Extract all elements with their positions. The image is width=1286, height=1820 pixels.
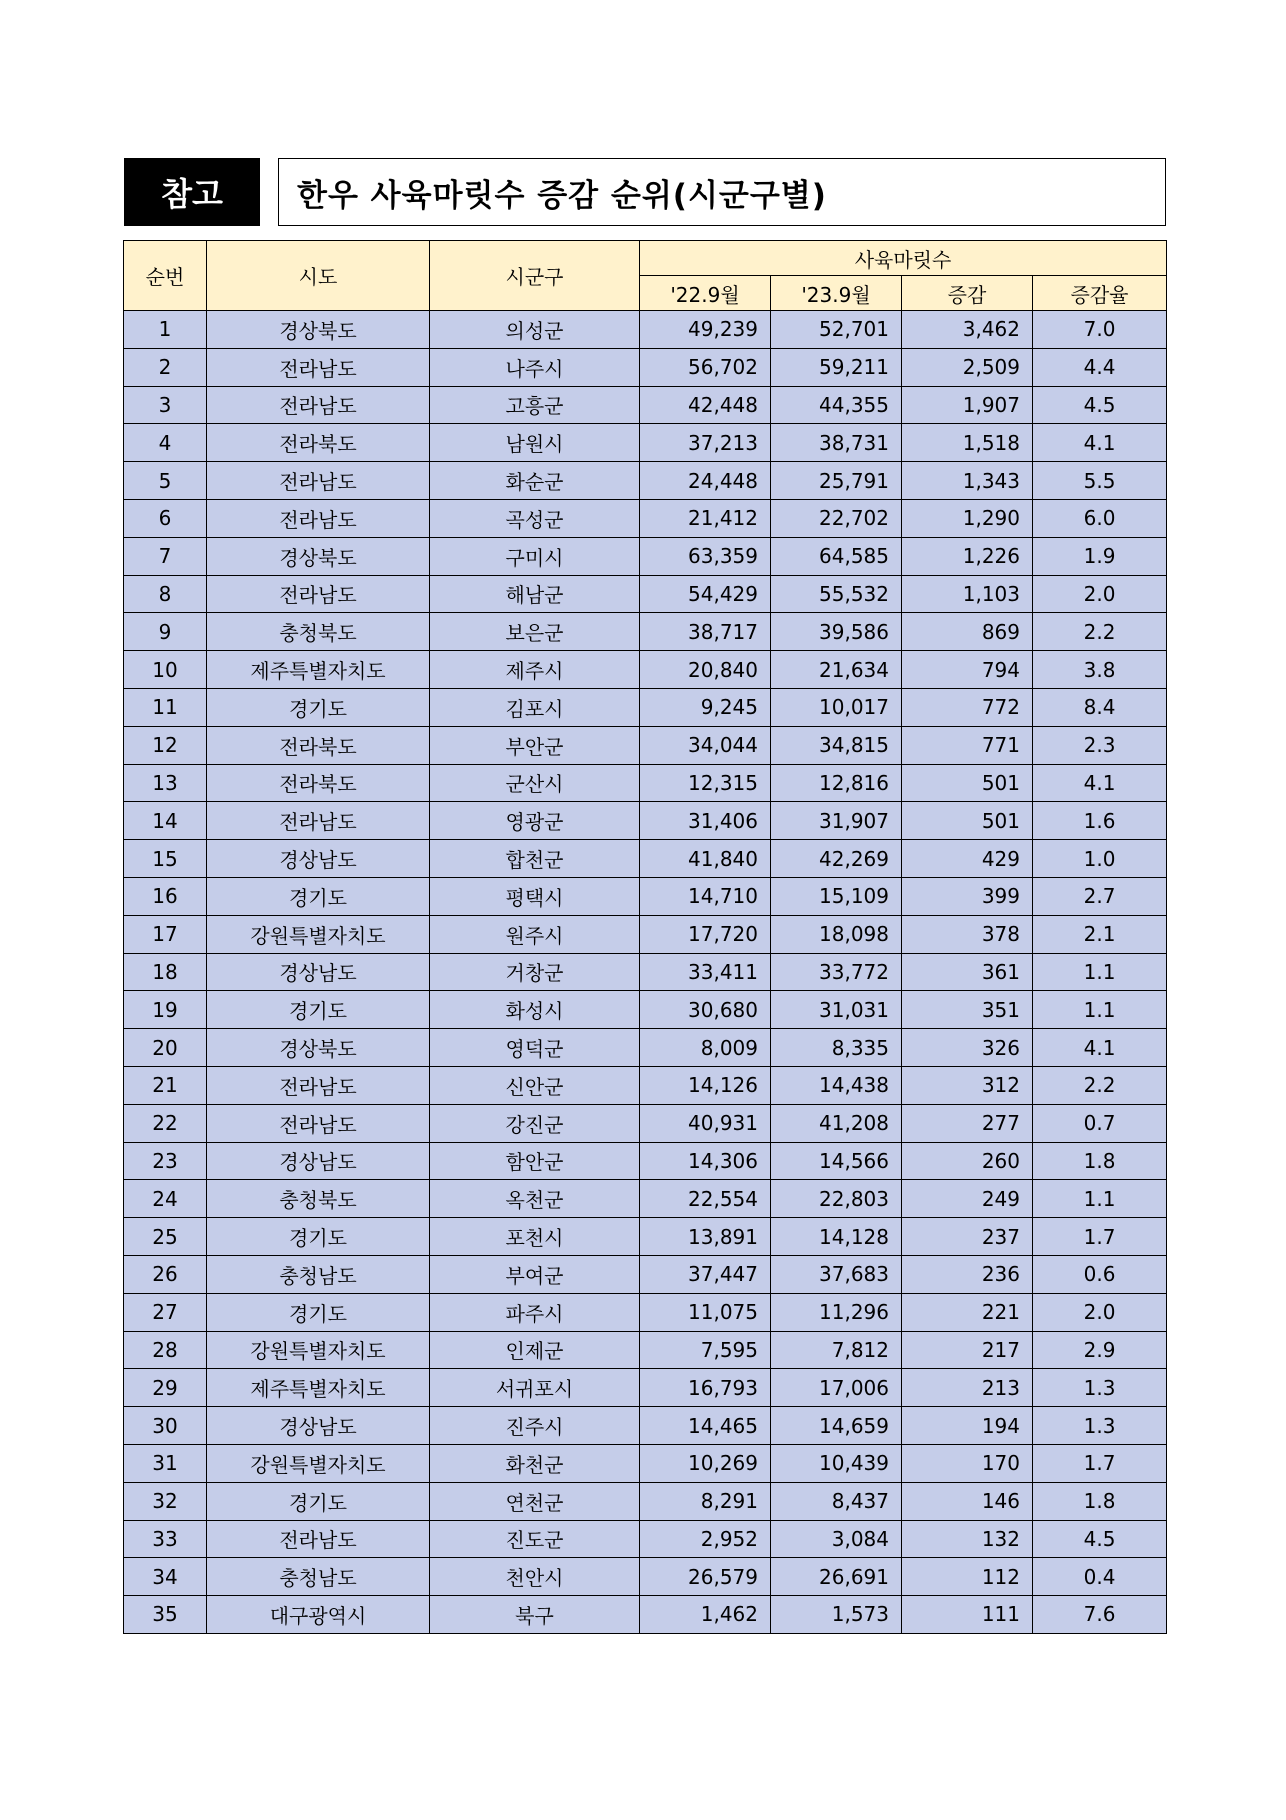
cell-prev: 14,465: [640, 1407, 771, 1445]
cell-prev: 49,239: [640, 311, 771, 349]
cell-rank: 6: [124, 499, 207, 537]
cell-sido: 전라남도: [207, 1520, 430, 1558]
cell-curr: 1,573: [771, 1596, 902, 1634]
cell-sigungu: 영덕군: [430, 1029, 640, 1067]
cell-sido: 전라북도: [207, 726, 430, 764]
cell-sido: 경상북도: [207, 1029, 430, 1067]
cell-change: 146: [902, 1482, 1033, 1520]
cell-rank: 21: [124, 1066, 207, 1104]
cell-rank: 34: [124, 1558, 207, 1596]
cell-change: 217: [902, 1331, 1033, 1369]
table-row: [124, 915, 1167, 953]
cell-sigungu: 진주시: [430, 1407, 640, 1445]
cell-sigungu: 거창군: [430, 953, 640, 991]
cell-rank: 32: [124, 1482, 207, 1520]
cell-prev: 22,554: [640, 1180, 771, 1218]
cell-prev: 2,952: [640, 1520, 771, 1558]
table-row: [124, 688, 1167, 726]
cell-rate: 2.0: [1033, 1293, 1167, 1331]
cell-sigungu: 천안시: [430, 1558, 640, 1596]
cell-prev: 13,891: [640, 1218, 771, 1256]
cell-sigungu: 파주시: [430, 1293, 640, 1331]
cell-prev: 14,126: [640, 1066, 771, 1104]
cell-sigungu: 보은군: [430, 613, 640, 651]
cell-curr: 14,659: [771, 1407, 902, 1445]
cell-rank: 35: [124, 1596, 207, 1634]
cell-curr: 17,006: [771, 1369, 902, 1407]
cell-change: 1,226: [902, 537, 1033, 575]
cell-sigungu: 서귀포시: [430, 1369, 640, 1407]
cell-prev: 33,411: [640, 953, 771, 991]
cell-sigungu: 해남군: [430, 575, 640, 613]
cell-prev: 21,412: [640, 499, 771, 537]
cell-curr: 26,691: [771, 1558, 902, 1596]
cell-curr: 64,585: [771, 537, 902, 575]
table-row: [124, 1255, 1167, 1293]
table-row: [124, 764, 1167, 802]
cell-sigungu: 연천군: [430, 1482, 640, 1520]
cell-change: 1,907: [902, 386, 1033, 424]
cell-rank: 30: [124, 1407, 207, 1445]
cell-rate: 1.7: [1033, 1444, 1167, 1482]
cell-rate: 1.3: [1033, 1407, 1167, 1445]
cell-prev: 30,680: [640, 991, 771, 1029]
cell-change: 2,509: [902, 348, 1033, 386]
cell-sigungu: 구미시: [430, 537, 640, 575]
cell-change: 1,290: [902, 499, 1033, 537]
cell-rate: 2.2: [1033, 613, 1167, 651]
cell-prev: 12,315: [640, 764, 771, 802]
cell-curr: 21,634: [771, 651, 902, 689]
header-curr: '23.9월: [771, 276, 902, 311]
cell-curr: 14,438: [771, 1066, 902, 1104]
table-row: [124, 537, 1167, 575]
table-row: [124, 726, 1167, 764]
cell-sido: 강원특별자치도: [207, 1444, 430, 1482]
table-row: [124, 991, 1167, 1029]
cell-rate: 1.1: [1033, 991, 1167, 1029]
title-row: [124, 158, 1166, 226]
cell-prev: 63,359: [640, 537, 771, 575]
cell-sigungu: 군산시: [430, 764, 640, 802]
cell-rank: 9: [124, 613, 207, 651]
cell-sigungu: 남원시: [430, 424, 640, 462]
cell-rank: 33: [124, 1520, 207, 1558]
table-row: [124, 1029, 1167, 1067]
cell-prev: 9,245: [640, 688, 771, 726]
cell-rank: 31: [124, 1444, 207, 1482]
cell-rate: 8.4: [1033, 688, 1167, 726]
table-row: [124, 1331, 1167, 1369]
cell-prev: 24,448: [640, 462, 771, 500]
cell-sido: 충청남도: [207, 1255, 430, 1293]
cell-curr: 44,355: [771, 386, 902, 424]
cell-sigungu: 고흥군: [430, 386, 640, 424]
cell-rate: 5.5: [1033, 462, 1167, 500]
cell-sido: 전라남도: [207, 1066, 430, 1104]
cell-sido: 전라남도: [207, 1104, 430, 1142]
cell-sigungu: 김포시: [430, 688, 640, 726]
cell-curr: 10,439: [771, 1444, 902, 1482]
cell-rank: 17: [124, 915, 207, 953]
cell-rank: 15: [124, 840, 207, 878]
table-row: [124, 1066, 1167, 1104]
cell-curr: 22,702: [771, 499, 902, 537]
cell-rank: 16: [124, 877, 207, 915]
cell-sido: 충청남도: [207, 1558, 430, 1596]
cell-sigungu: 화성시: [430, 991, 640, 1029]
cell-curr: 52,701: [771, 311, 902, 349]
cell-sigungu: 영광군: [430, 802, 640, 840]
cell-rate: 4.1: [1033, 764, 1167, 802]
cell-prev: 11,075: [640, 1293, 771, 1331]
cell-change: 1,343: [902, 462, 1033, 500]
cell-curr: 7,812: [771, 1331, 902, 1369]
cell-curr: 12,816: [771, 764, 902, 802]
cell-sido: 경상남도: [207, 1142, 430, 1180]
cell-sido: 경기도: [207, 1482, 430, 1520]
cell-change: 132: [902, 1520, 1033, 1558]
cell-change: 111: [902, 1596, 1033, 1634]
cell-sigungu: 부안군: [430, 726, 640, 764]
cell-sido: 경상남도: [207, 953, 430, 991]
cell-change: 237: [902, 1218, 1033, 1256]
cell-curr: 18,098: [771, 915, 902, 953]
cell-curr: 15,109: [771, 877, 902, 915]
cell-sido: 전라남도: [207, 802, 430, 840]
cell-prev: 34,044: [640, 726, 771, 764]
table-row: [124, 348, 1167, 386]
page-title: 한우 사육마릿수 증감 순위(시군구별): [278, 158, 1166, 226]
cell-rate: 6.0: [1033, 499, 1167, 537]
cell-rank: 10: [124, 651, 207, 689]
table-row: [124, 1444, 1167, 1482]
cell-sido: 경상남도: [207, 840, 430, 878]
cell-sigungu: 인제군: [430, 1331, 640, 1369]
cell-change: 326: [902, 1029, 1033, 1067]
cell-rate: 1.1: [1033, 1180, 1167, 1218]
cell-sido: 강원특별자치도: [207, 915, 430, 953]
cell-curr: 8,437: [771, 1482, 902, 1520]
cell-curr: 31,031: [771, 991, 902, 1029]
cell-rank: 2: [124, 348, 207, 386]
cell-curr: 11,296: [771, 1293, 902, 1331]
cell-sigungu: 제주시: [430, 651, 640, 689]
cell-change: 361: [902, 953, 1033, 991]
cell-change: 249: [902, 1180, 1033, 1218]
cell-curr: 14,566: [771, 1142, 902, 1180]
cell-rate: 0.4: [1033, 1558, 1167, 1596]
cell-change: 794: [902, 651, 1033, 689]
cell-change: 501: [902, 802, 1033, 840]
cell-prev: 42,448: [640, 386, 771, 424]
cell-sido: 전라북도: [207, 764, 430, 802]
cell-sigungu: 함안군: [430, 1142, 640, 1180]
cell-rank: 28: [124, 1331, 207, 1369]
cell-rate: 1.1: [1033, 953, 1167, 991]
header-group: 사육마릿수: [640, 241, 1167, 276]
cell-sido: 제주특별자치도: [207, 651, 430, 689]
table-row: [124, 1218, 1167, 1256]
table-row: [124, 1104, 1167, 1142]
cell-change: 3,462: [902, 311, 1033, 349]
cell-rank: 26: [124, 1255, 207, 1293]
cell-sigungu: 화순군: [430, 462, 640, 500]
cell-rate: 2.2: [1033, 1066, 1167, 1104]
cell-sido: 경상남도: [207, 1407, 430, 1445]
cell-rank: 20: [124, 1029, 207, 1067]
cell-rate: 4.5: [1033, 1520, 1167, 1558]
table-row: [124, 953, 1167, 991]
cell-curr: 37,683: [771, 1255, 902, 1293]
cell-rank: 18: [124, 953, 207, 991]
cell-curr: 25,791: [771, 462, 902, 500]
cell-change: 112: [902, 1558, 1033, 1596]
cell-sido: 경기도: [207, 688, 430, 726]
cell-rate: 0.7: [1033, 1104, 1167, 1142]
cell-change: 771: [902, 726, 1033, 764]
livestock-ranking-table: [123, 240, 1167, 1634]
cell-rate: 4.1: [1033, 1029, 1167, 1067]
reference-tag: 참고: [124, 158, 260, 226]
cell-sido: 강원특별자치도: [207, 1331, 430, 1369]
header-rate: 증감율: [1033, 276, 1167, 311]
cell-curr: 41,208: [771, 1104, 902, 1142]
cell-prev: 10,269: [640, 1444, 771, 1482]
cell-sido: 전라남도: [207, 462, 430, 500]
cell-sigungu: 화천군: [430, 1444, 640, 1482]
cell-curr: 38,731: [771, 424, 902, 462]
table-row: [124, 651, 1167, 689]
cell-curr: 33,772: [771, 953, 902, 991]
table-row: [124, 1407, 1167, 1445]
cell-rate: 4.5: [1033, 386, 1167, 424]
table-row: [124, 462, 1167, 500]
cell-sigungu: 강진군: [430, 1104, 640, 1142]
cell-rate: 1.8: [1033, 1142, 1167, 1180]
cell-rank: 4: [124, 424, 207, 462]
cell-prev: 14,306: [640, 1142, 771, 1180]
cell-rank: 14: [124, 802, 207, 840]
table-row: [124, 386, 1167, 424]
cell-change: 170: [902, 1444, 1033, 1482]
cell-rank: 24: [124, 1180, 207, 1218]
cell-curr: 10,017: [771, 688, 902, 726]
cell-change: 501: [902, 764, 1033, 802]
table-row: [124, 840, 1167, 878]
cell-rank: 19: [124, 991, 207, 1029]
cell-curr: 31,907: [771, 802, 902, 840]
table-body: [124, 311, 1167, 1634]
table-row: [124, 1142, 1167, 1180]
cell-rate: 2.1: [1033, 915, 1167, 953]
cell-rate: 2.3: [1033, 726, 1167, 764]
cell-sigungu: 진도군: [430, 1520, 640, 1558]
cell-sigungu: 원주시: [430, 915, 640, 953]
cell-sido: 전라북도: [207, 424, 430, 462]
cell-curr: 42,269: [771, 840, 902, 878]
cell-prev: 26,579: [640, 1558, 771, 1596]
cell-rate: 1.8: [1033, 1482, 1167, 1520]
cell-prev: 54,429: [640, 575, 771, 613]
cell-change: 277: [902, 1104, 1033, 1142]
cell-sigungu: 포천시: [430, 1218, 640, 1256]
cell-sido: 전라남도: [207, 575, 430, 613]
cell-sigungu: 나주시: [430, 348, 640, 386]
cell-prev: 31,406: [640, 802, 771, 840]
cell-sido: 경상북도: [207, 537, 430, 575]
table-row: [124, 1520, 1167, 1558]
cell-sigungu: 곡성군: [430, 499, 640, 537]
cell-prev: 16,793: [640, 1369, 771, 1407]
cell-prev: 17,720: [640, 915, 771, 953]
cell-rank: 27: [124, 1293, 207, 1331]
cell-rate: 7.6: [1033, 1596, 1167, 1634]
table-row: [124, 1369, 1167, 1407]
cell-rank: 12: [124, 726, 207, 764]
cell-sido: 경기도: [207, 1293, 430, 1331]
cell-prev: 41,840: [640, 840, 771, 878]
cell-sigungu: 신안군: [430, 1066, 640, 1104]
table-row: [124, 1293, 1167, 1331]
cell-rank: 7: [124, 537, 207, 575]
cell-rate: 2.0: [1033, 575, 1167, 613]
table-row: [124, 575, 1167, 613]
cell-rank: 11: [124, 688, 207, 726]
cell-change: 429: [902, 840, 1033, 878]
cell-sido: 경기도: [207, 877, 430, 915]
cell-sido: 경기도: [207, 991, 430, 1029]
cell-rank: 25: [124, 1218, 207, 1256]
cell-prev: 56,702: [640, 348, 771, 386]
cell-sigungu: 부여군: [430, 1255, 640, 1293]
cell-curr: 8,335: [771, 1029, 902, 1067]
cell-prev: 7,595: [640, 1331, 771, 1369]
cell-rank: 8: [124, 575, 207, 613]
cell-rate: 1.9: [1033, 537, 1167, 575]
cell-rate: 1.6: [1033, 802, 1167, 840]
cell-change: 236: [902, 1255, 1033, 1293]
table-row: [124, 1558, 1167, 1596]
cell-prev: 38,717: [640, 613, 771, 651]
table-row: [124, 499, 1167, 537]
table-row: [124, 613, 1167, 651]
cell-sigungu: 북구: [430, 1596, 640, 1634]
cell-rate: 0.6: [1033, 1255, 1167, 1293]
cell-sido: 전라남도: [207, 386, 430, 424]
cell-rank: 13: [124, 764, 207, 802]
cell-rate: 7.0: [1033, 311, 1167, 349]
cell-curr: 34,815: [771, 726, 902, 764]
cell-change: 260: [902, 1142, 1033, 1180]
cell-prev: 20,840: [640, 651, 771, 689]
table-row: [124, 1596, 1167, 1634]
cell-sido: 경상북도: [207, 311, 430, 349]
table-row: [124, 424, 1167, 462]
cell-sido: 전라남도: [207, 499, 430, 537]
cell-change: 869: [902, 613, 1033, 651]
cell-prev: 37,213: [640, 424, 771, 462]
cell-sigungu: 옥천군: [430, 1180, 640, 1218]
cell-sido: 제주특별자치도: [207, 1369, 430, 1407]
header-prev: '22.9월: [640, 276, 771, 311]
header-rank: 순번: [124, 241, 207, 311]
cell-change: 221: [902, 1293, 1033, 1331]
cell-prev: 8,009: [640, 1029, 771, 1067]
cell-change: 399: [902, 877, 1033, 915]
cell-change: 1,103: [902, 575, 1033, 613]
cell-rank: 1: [124, 311, 207, 349]
cell-curr: 3,084: [771, 1520, 902, 1558]
cell-sigungu: 의성군: [430, 311, 640, 349]
cell-prev: 8,291: [640, 1482, 771, 1520]
cell-rate: 2.7: [1033, 877, 1167, 915]
cell-change: 194: [902, 1407, 1033, 1445]
cell-rate: 1.7: [1033, 1218, 1167, 1256]
cell-rate: 1.0: [1033, 840, 1167, 878]
cell-rank: 22: [124, 1104, 207, 1142]
cell-rank: 29: [124, 1369, 207, 1407]
cell-rank: 23: [124, 1142, 207, 1180]
cell-change: 772: [902, 688, 1033, 726]
cell-change: 312: [902, 1066, 1033, 1104]
table-row: [124, 802, 1167, 840]
cell-curr: 39,586: [771, 613, 902, 651]
header-sido: 시도: [207, 241, 430, 311]
cell-rate: 4.1: [1033, 424, 1167, 462]
cell-sido: 대구광역시: [207, 1596, 430, 1634]
cell-change: 378: [902, 915, 1033, 953]
cell-curr: 14,128: [771, 1218, 902, 1256]
cell-prev: 37,447: [640, 1255, 771, 1293]
cell-sido: 전라남도: [207, 348, 430, 386]
table-row: [124, 1180, 1167, 1218]
cell-sigungu: 평택시: [430, 877, 640, 915]
cell-prev: 40,931: [640, 1104, 771, 1142]
cell-prev: 14,710: [640, 877, 771, 915]
cell-rate: 2.9: [1033, 1331, 1167, 1369]
cell-curr: 55,532: [771, 575, 902, 613]
cell-change: 351: [902, 991, 1033, 1029]
header-sigungu: 시군구: [430, 241, 640, 311]
cell-change: 1,518: [902, 424, 1033, 462]
cell-rank: 5: [124, 462, 207, 500]
cell-sigungu: 합천군: [430, 840, 640, 878]
header-change: 증감: [902, 276, 1033, 311]
cell-sido: 경기도: [207, 1218, 430, 1256]
table-row: [124, 1482, 1167, 1520]
table-row: [124, 311, 1167, 349]
cell-curr: 22,803: [771, 1180, 902, 1218]
cell-rate: 1.3: [1033, 1369, 1167, 1407]
cell-sido: 충청북도: [207, 1180, 430, 1218]
cell-rate: 3.8: [1033, 651, 1167, 689]
cell-rate: 4.4: [1033, 348, 1167, 386]
cell-prev: 1,462: [640, 1596, 771, 1634]
table-row: [124, 877, 1167, 915]
cell-sido: 충청북도: [207, 613, 430, 651]
cell-rank: 3: [124, 386, 207, 424]
cell-change: 213: [902, 1369, 1033, 1407]
cell-curr: 59,211: [771, 348, 902, 386]
